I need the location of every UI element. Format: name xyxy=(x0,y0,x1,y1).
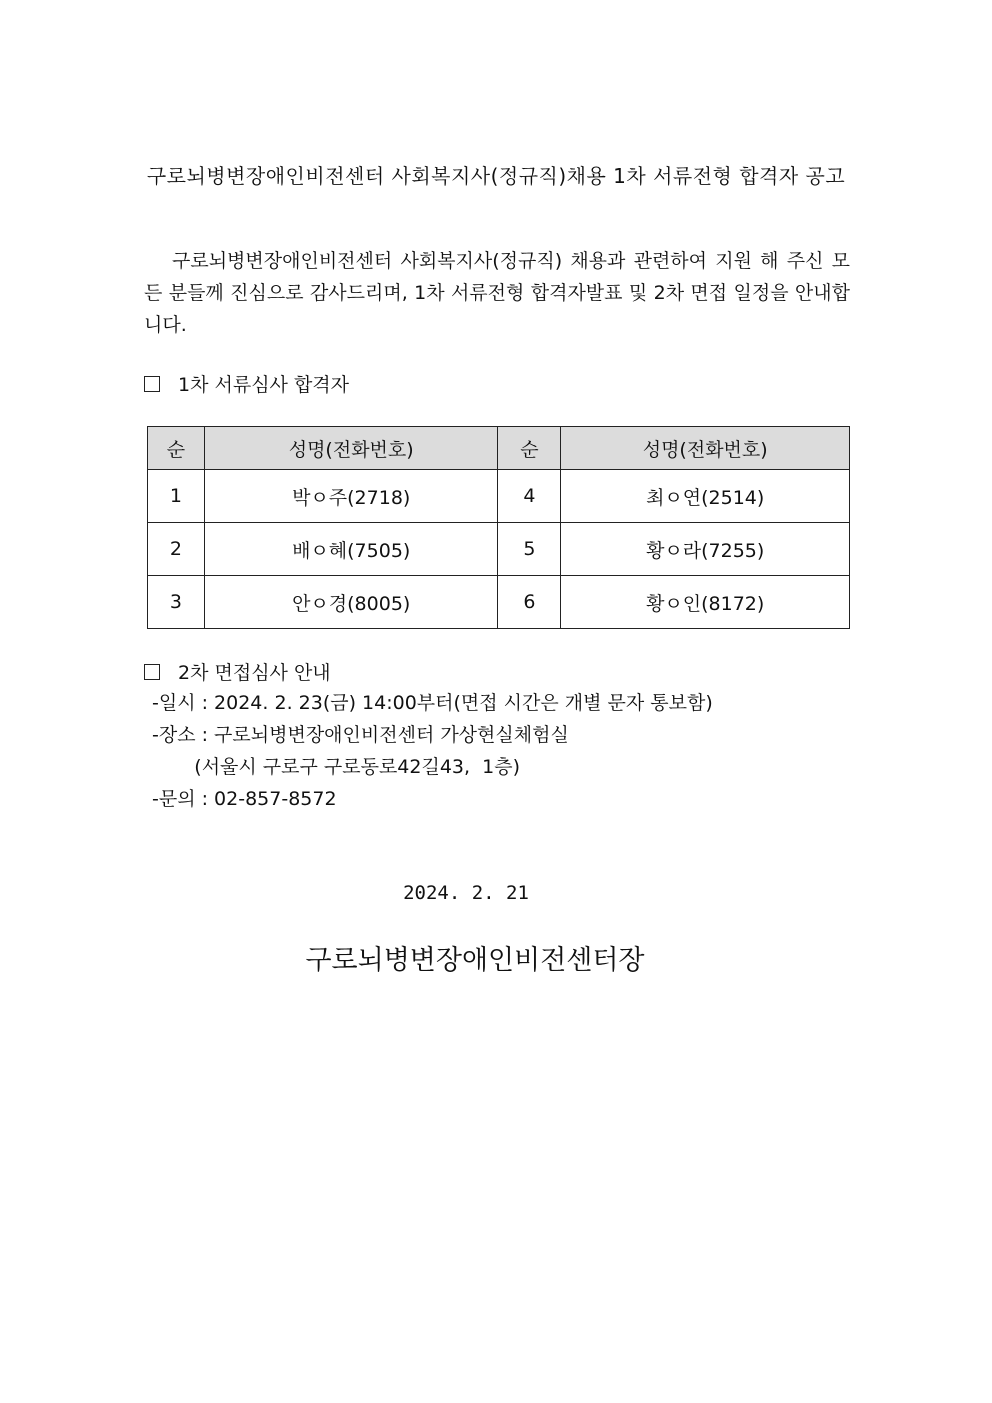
header-cell: 순 xyxy=(148,427,205,470)
info-line-contact: -문의 : 02-857-8572 xyxy=(152,788,337,810)
table-cell: 1 xyxy=(148,470,205,523)
intro-paragraph xyxy=(144,245,850,341)
table-cell: 5 xyxy=(498,523,561,576)
section2-heading xyxy=(144,658,331,685)
table-cell: 황ㅇ인(8172) xyxy=(561,576,850,629)
document-title: 구로뇌병변장애인비전센터 사회복지사(정규직)채용 1차 서류전형 합격자 공고 xyxy=(146,164,846,188)
info-line-location: -장소 : 구로뇌병변장애인비전센터 가상현실체험실 xyxy=(152,724,569,746)
header-cell: 성명(전화번호) xyxy=(204,427,498,470)
section1-heading xyxy=(144,370,349,397)
intro-text: 구로뇌병변장애인비전센터 사회복지사(정규직) 채용과 관련하여 지원 해 주신 모든 분들께 진심으로 감사드리며, 1차 서류전형 합격자발표 및 2차 면접 일정을 안내합니다. xyxy=(144,250,850,336)
results-table xyxy=(147,426,850,629)
checkbox-square-icon xyxy=(144,664,160,680)
section2-heading-text: 2차 면접심사 안내 xyxy=(178,662,331,684)
table-cell: 배ㅇ혜(7505) xyxy=(204,523,498,576)
table-row xyxy=(148,576,850,629)
announcement-date: 2024. 2. 21 xyxy=(403,882,529,904)
section1-heading-text: 1차 서류심사 합격자 xyxy=(178,374,349,396)
table-cell: 최ㅇ연(2514) xyxy=(561,470,850,523)
table-cell: 4 xyxy=(498,470,561,523)
info-line-datetime: -일시 : 2024. 2. 23(금) 14:00부터(면접 시간은 개별 문자 통보함) xyxy=(152,692,713,714)
table-cell: 6 xyxy=(498,576,561,629)
organization-signature: 구로뇌병변장애인비전센터장 xyxy=(305,945,645,976)
header-cell: 순 xyxy=(498,427,561,470)
table-cell: 2 xyxy=(148,523,205,576)
table-row xyxy=(148,523,850,576)
checkbox-square-icon xyxy=(144,376,160,392)
table-cell: 박ㅇ주(2718) xyxy=(204,470,498,523)
table-row xyxy=(148,470,850,523)
header-cell: 성명(전화번호) xyxy=(561,427,850,470)
table-cell: 황ㅇ라(7255) xyxy=(561,523,850,576)
info-line-address: (서울시 구로구 구로동로42길43, 1층) xyxy=(152,756,520,778)
table-header-row xyxy=(148,427,850,470)
table-cell: 안ㅇ경(8005) xyxy=(204,576,498,629)
table-cell: 3 xyxy=(148,576,205,629)
interview-info xyxy=(152,687,713,815)
